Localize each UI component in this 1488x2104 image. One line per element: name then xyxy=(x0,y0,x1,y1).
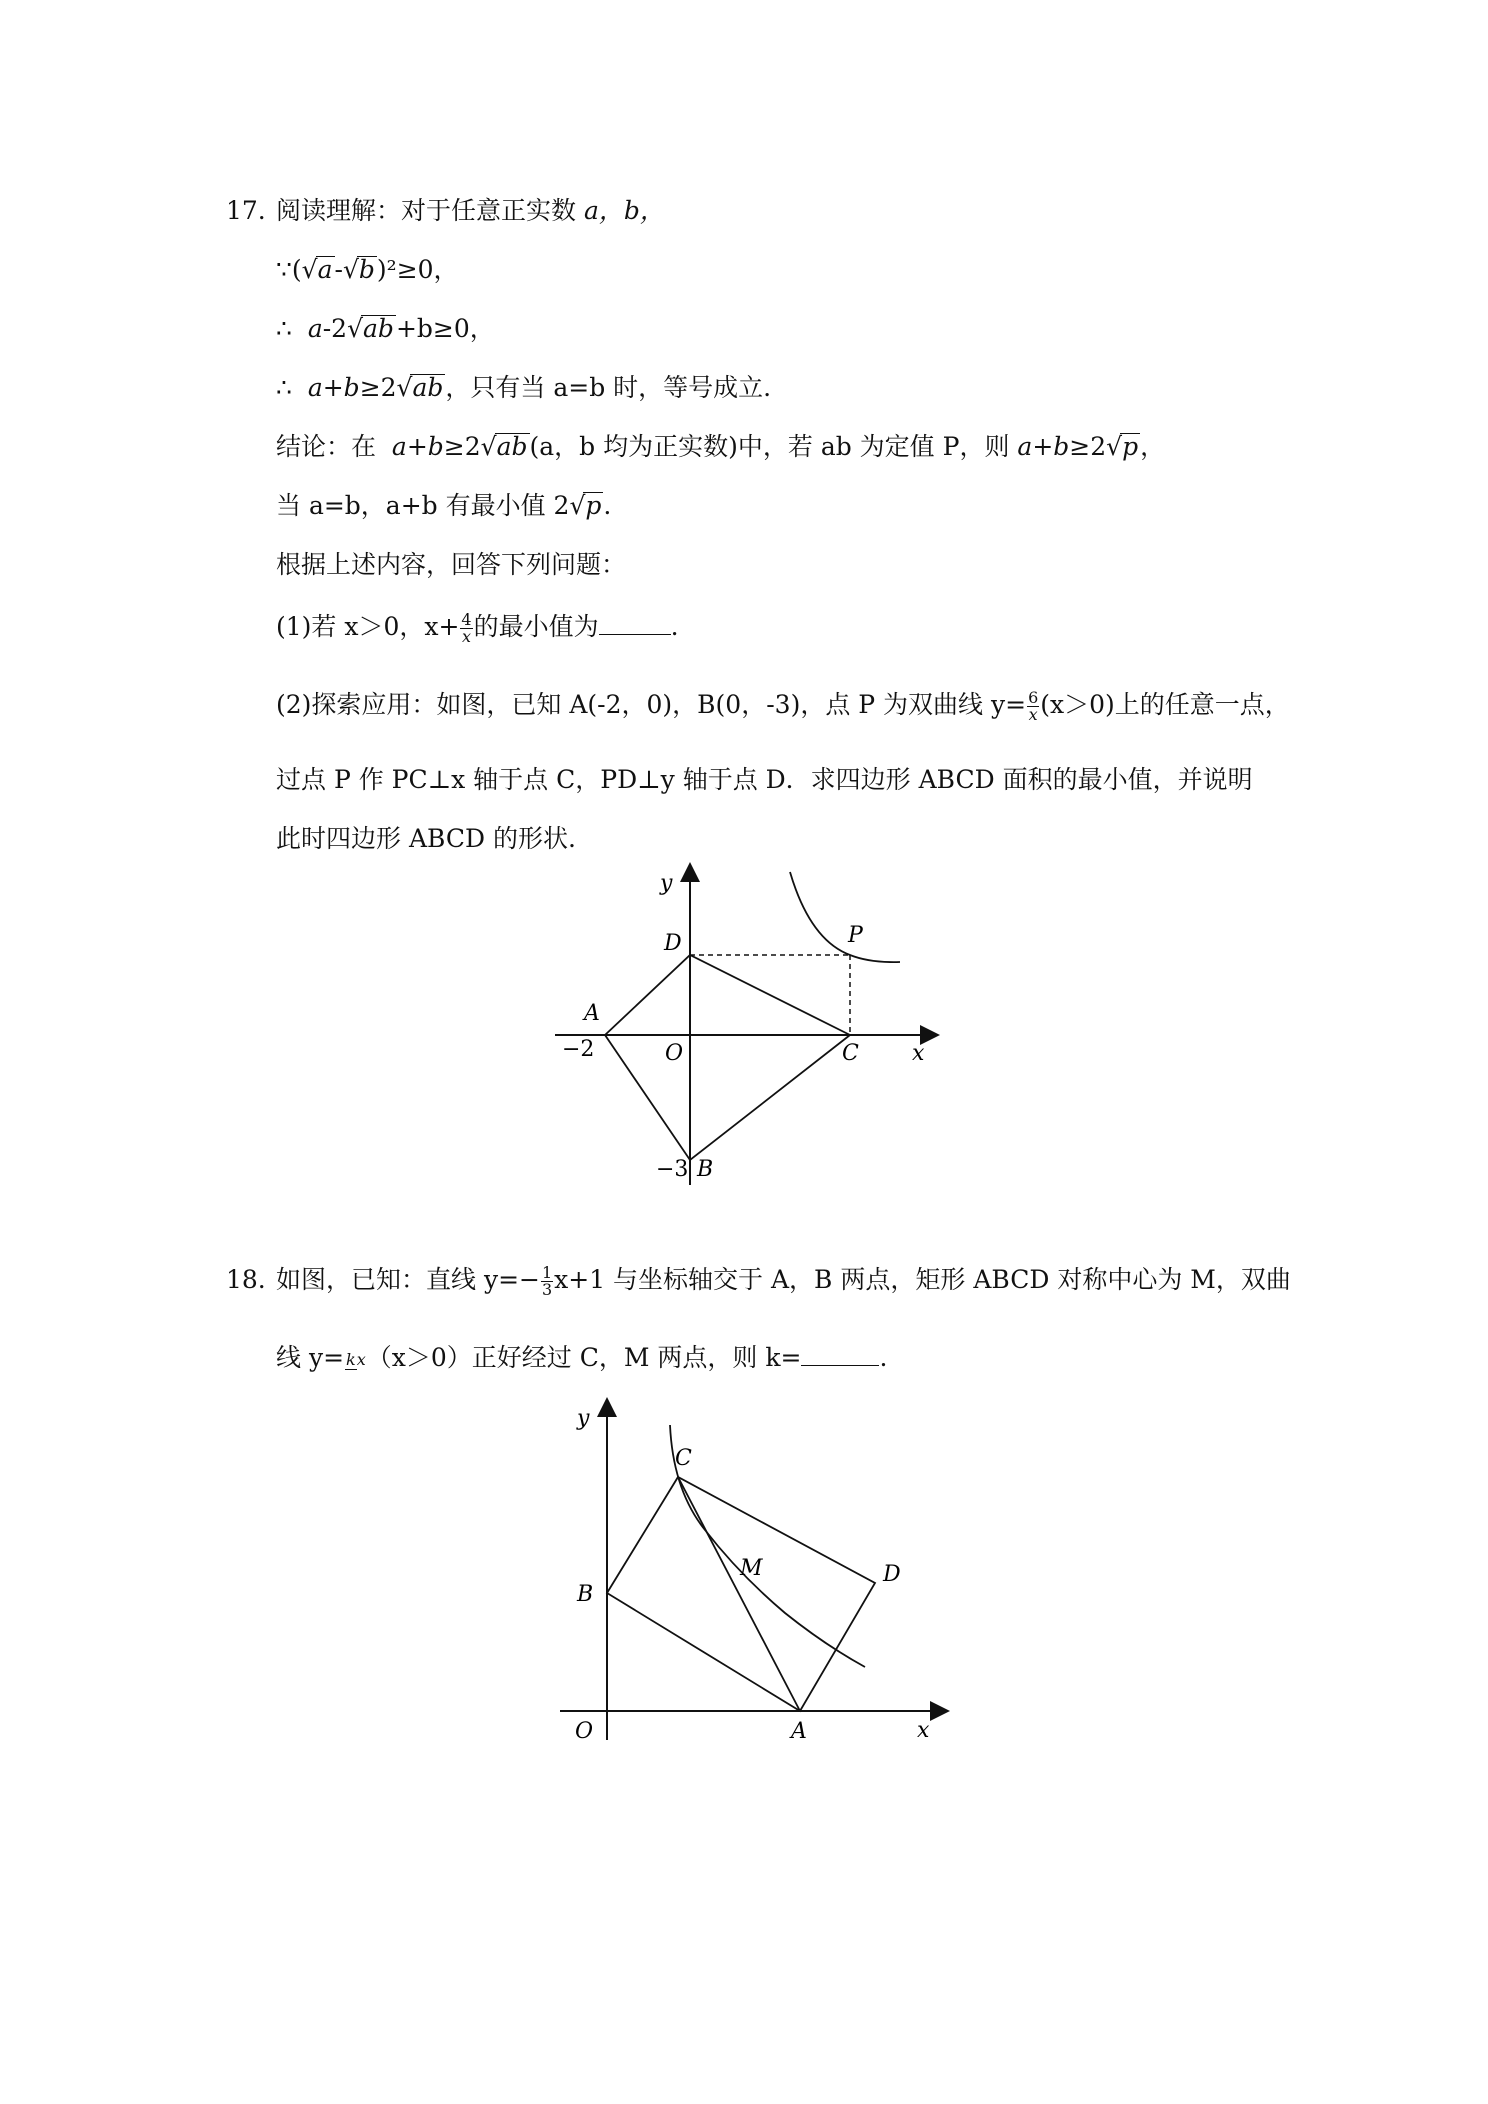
q17-part2-line2: 过点 P 作 PC⊥x 轴于点 C，PD⊥y 轴于点 D．求四边形 ABCD 面积的最小值，并说明 xyxy=(276,765,1253,794)
label-y: y xyxy=(577,1406,590,1431)
q17-part1-suffix: 的最小值为 xyxy=(473,612,599,641)
label-m: M xyxy=(740,1556,763,1581)
fraction-6-over-x: $\frac{6}{x}$ xyxy=(1028,688,1039,724)
label-d: D xyxy=(664,931,682,956)
rectangle-abcd xyxy=(607,1477,875,1711)
fraction-4-over-x: $\frac{4}{x}$ xyxy=(461,610,472,646)
label-p: P xyxy=(848,923,863,948)
label-b: B xyxy=(577,1582,594,1607)
diagonal-ca xyxy=(678,1477,800,1711)
q18-line1-b: x+1 与坐标轴交于 A，B 两点，矩形 ABCD 对称中心为 M，双曲 xyxy=(554,1265,1291,1294)
q18-line2 xyxy=(276,1343,887,1373)
q18-figure xyxy=(555,1395,955,1755)
label-y: y xyxy=(660,871,673,896)
label-x: x xyxy=(917,1718,930,1743)
q17-step3-suffix: ，只有当 a=b 时，等号成立. xyxy=(445,373,772,402)
q17-step3: ∴ a+b≥2√ab，只有当 a=b 时，等号成立. xyxy=(276,373,772,402)
q18-line2-a: 线 y= xyxy=(276,1343,345,1372)
fraction-k-over-x: kx xyxy=(346,1349,366,1369)
q18-number: 18. xyxy=(226,1265,266,1294)
q17-when-text: 当 a=b，a+b 有最小值 2 xyxy=(276,491,570,520)
q17-when-line: 当 a=b，a+b 有最小值 2√p. xyxy=(276,491,612,520)
label-o: O xyxy=(575,1719,594,1744)
label-b: B xyxy=(697,1157,714,1182)
q17-step2: ∴ a-2√ab+b≥0， xyxy=(276,314,495,343)
q17-number: 17. xyxy=(226,196,266,225)
q17-step1-suffix: )²≥0， xyxy=(376,255,459,284)
q17-part1-end: . xyxy=(670,612,679,641)
q17-part2-text-a: (2)探索应用：如图，已知 A(-2，0)，B(0，-3)，点 P 为双曲线 y= xyxy=(276,690,1027,719)
q17-intro-text: 阅读理解：对于任意正实数 xyxy=(276,196,577,225)
q17-conclusion-prefix: 结论：在 xyxy=(276,432,377,461)
q17-prompt: 根据上述内容，回答下列问题： xyxy=(276,550,627,579)
hyperbola-curve xyxy=(790,872,900,962)
label-neg3: −3 xyxy=(656,1157,689,1182)
label-c: C xyxy=(675,1446,692,1471)
q18-line2-b: （x＞0）正好经过 C，M 两点，则 k= xyxy=(366,1343,802,1372)
q17-part1 xyxy=(276,612,679,645)
q17-part1-prefix: (1)若 x＞0，x+ xyxy=(276,612,460,641)
q17-conclusion: 结论：在 a+b≥2√ab(a，b 均为正实数)中，若 ab 为定值 P，则 a+b≥2√p， xyxy=(276,432,1166,461)
therefore-symbol-2: ∴ xyxy=(276,373,292,402)
q17-step1: ∵(√a-√b)²≥0， xyxy=(276,255,459,284)
q17-part2-line3: 此时四边形 ABCD 的形状. xyxy=(276,824,576,853)
q18-line2-end: . xyxy=(879,1343,888,1372)
answer-blank-1[interactable] xyxy=(599,612,671,635)
q17-when-end: . xyxy=(603,491,612,520)
answer-blank-2[interactable] xyxy=(801,1343,879,1366)
label-d: D xyxy=(883,1562,901,1587)
q18-line1-a: 如图，已知：直线 y=− xyxy=(276,1265,540,1294)
label-a: A xyxy=(584,1001,600,1026)
q17-conclusion-mid: (a，b 均为正实数)中，若 ab 为定值 P，则 xyxy=(529,432,1010,461)
because-symbol: ∵ xyxy=(276,255,292,284)
label-x: x xyxy=(912,1041,925,1066)
therefore-symbol: ∴ xyxy=(276,314,292,343)
label-neg2: −2 xyxy=(562,1037,595,1062)
q17-step2-mid: +b≥0， xyxy=(395,314,495,343)
q17-part2-line1 xyxy=(276,690,1290,723)
quadrilateral-abcd xyxy=(605,955,850,1160)
q18-line1 xyxy=(276,1265,1291,1298)
label-o: O xyxy=(665,1041,684,1066)
fraction-1-over-3: $\frac{1}{3}$ xyxy=(541,1263,553,1299)
hyperbola-curve xyxy=(670,1425,865,1667)
q17-intro xyxy=(276,196,665,226)
label-a: A xyxy=(791,1719,807,1744)
q17-figure xyxy=(540,860,960,1200)
label-c: C xyxy=(842,1041,859,1066)
q17-part2-text-b: (x＞0)上的任意一点， xyxy=(1040,690,1290,719)
q17-intro-vars: a，b， xyxy=(583,196,665,225)
